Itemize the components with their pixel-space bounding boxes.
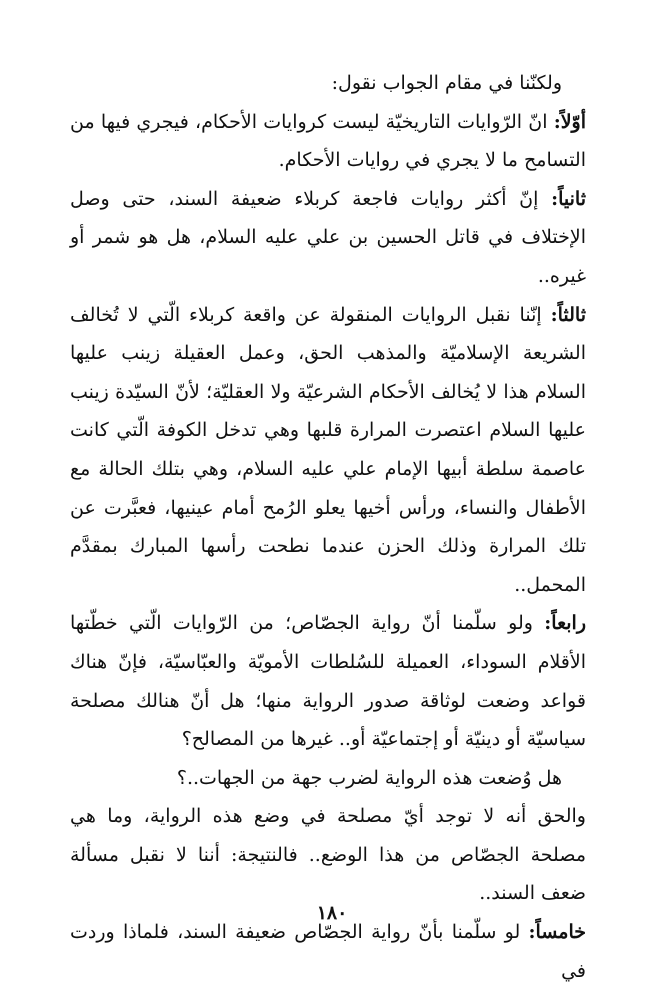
paragraph-text: ولو سلّمنا أنّ رواية الجصّاص؛ من الرّوايات الّتي خطّتها الأقلام السوداء، العميلة للسُلطات الأمويّة والعبّاسيّة، فإنّ هناك قواعد وضعت لوثاقة صدور الرواية منها؛ هل أنّ هنالك مصلحة سياسيّة أو دينيّة أو إجتماعيّة أو.. غيرها من المصالح؟ [70,612,586,751]
paragraph-fifth [70,913,586,990]
paragraph-third [70,296,586,605]
paragraph-label: ثانياً: [551,187,586,210]
paragraph-text: انّ الرّوايات التاريخيّة ليست كروايات الأحكام، فيجري فيها من التسامح ما لا يجري في روايات الأحكام. [70,110,586,172]
paragraph-question [70,759,586,798]
page-number: ١٨٠ [316,902,348,924]
paragraph-label: ثالثاً: [550,303,586,326]
paragraph-text: والحق أنه لا توجد أيّ مصلحة في وضع هذه الرواية، وما هي مصلحة الجصّاص من هذا الوضع.. فالنتيجة: أننا لا نقبل مسألة ضعف السند.. [70,805,586,905]
paragraph-label: خامساً: [528,921,586,944]
paragraph-text: لو سلّمنا بأنّ رواية الجصّاص ضعيفة السند، فلماذا وردت في [70,921,586,982]
paragraph-label: رابعاً: [544,612,586,635]
paragraph-truth [70,797,586,913]
paragraph-first [70,103,586,180]
paragraph-intro [70,64,586,103]
paragraph-fourth [70,604,586,758]
paragraph-label: أوّلاً: [553,110,586,133]
paragraph-second [70,180,586,296]
paragraph-text: إنّ أكثر روايات فاجعة كربلاء ضعيفة السند، حتى وصل الإختلاف في قاتل الحسين بن علي عليه السلام، هل هو شمر أو غيره.. [70,187,586,287]
paragraph-text: إنّنا نقبل الروايات المنقولة عن واقعة كربلاء الّتي لا تُخالف الشريعة الإسلاميّة والمذهب الحق، وعمل العقيلة زينب عليها السلام هذا لا يُخالف الأحكام الشرعيّة ولا العقليّة؛ لأنّ السيّدة زينب عليها السلام اعتصرت المرارة قلبها وهي تدخل الكوفة الّتي كانت عاصمة سلطة أبيها الإمام علي عليه السلام، وهي بتلك الحالة مع الأطفال والنساء، ورأس أخيها يعلو الرُمح أمام عينيها، فعبَّرت عن تلك المرارة وذلك الحزن عندما نطحت رأسها المبارك بمقدَّم المحمل.. [70,303,586,596]
page-text [70,64,586,990]
paragraph-text: هل وُضعت هذه الرواية لضرب جهة من الجهات..؟ [176,766,562,789]
paragraph-text: ولكنّنا في مقام الجواب نقول: [331,72,562,94]
